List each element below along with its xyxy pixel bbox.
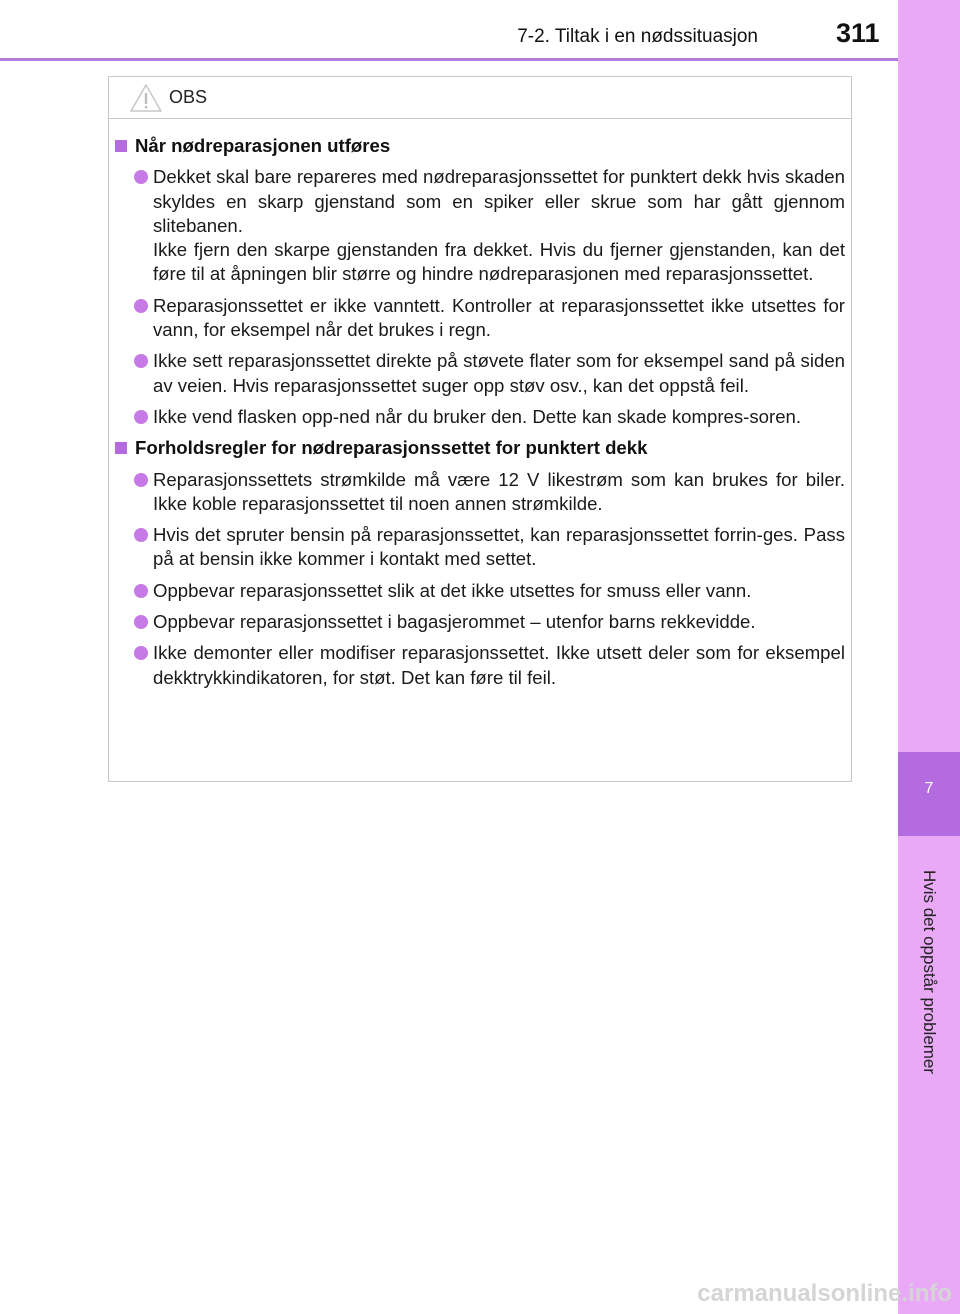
section-heading: Når nødreparasjonen utføres [115,134,845,158]
side-tab [898,0,960,1314]
chapter-tab[interactable] [898,752,960,836]
warning-triangle-icon [129,83,163,113]
list-item [115,405,845,429]
notice-box [108,76,852,782]
watermark: carmanualsonline.info [697,1280,952,1307]
notice-content [115,134,845,697]
notice-header [109,77,851,119]
list-item [115,579,845,603]
list-item-text: Dekket skal bare repareres med nødreparasjonssettet for punktert dekk hvis skaden skyldes en skarp gjenstand som en spiker eller skrue som har gått gjennom slitebanen. [153,166,845,236]
list-item-text: Ikke sett reparasjonssettet direkte på støvete flater som for eksempel sand på siden av veien. Hvis reparasjonssettet suger opp støv osv., kan det oppstå feil. [153,350,845,396]
list-item-text: Ikke fjern den skarpe gjenstanden fra dekket. Hvis du fjerner gjenstanden, kan det føre til at åpningen blir større og hindre nødreparasjonen med reparasjonssettet. [153,239,845,285]
list-item [115,468,845,517]
list-item-text: Ikke demonter eller modifiser reparasjonssettet. Ikke utsett deler som for eksempel dekktrykkindikatoren, for støt. Det kan føre til feil. [153,642,845,688]
list-item [115,523,845,572]
list-item [115,165,845,286]
chapter-label: Hvis det oppstår problemer [920,869,939,1075]
section-title: 7-2. Tiltak i en nødssituasjon [517,26,758,47]
list-item [115,610,845,634]
page-number: 311 [836,18,880,48]
list-item-text: Hvis det spruter bensin på reparasjonssettet, kan reparasjonssettet forrin-ges. Pass på at bensin ikke kommer i kontakt med settet. [153,524,845,570]
chapter-number: 7 [924,780,934,797]
list-item-text: Reparasjonssettet er ikke vanntett. Kontroller at reparasjonssettet ikke utsettes for vann, for eksempel når det brukes i regn. [153,294,845,341]
list-item-text: Oppbevar reparasjonssettet slik at det ikke utsettes for smuss eller vann. [153,579,752,601]
section-heading: Forholdsregler for nødreparasjonssettet for punktert dekk [115,436,845,460]
notice-label: OBS [169,87,208,107]
list-item-text: Reparasjonssettets strømkilde må være 12 V likestrøm som kan brukes for biler. Ikke koble reparasjonssettet til noen annen strømkilde. [153,468,845,514]
list-item [115,349,845,398]
list-item [115,294,845,343]
list-item-text: Oppbevar reparasjonssettet i bagasjerommet – utenfor barns rekkevidde. [153,611,756,633]
header-rule [0,58,898,61]
list-item-text: Ikke vend flasken opp-ned når du bruker den. Dette kan skade kompres-soren. [153,405,802,427]
list-item [115,641,845,690]
